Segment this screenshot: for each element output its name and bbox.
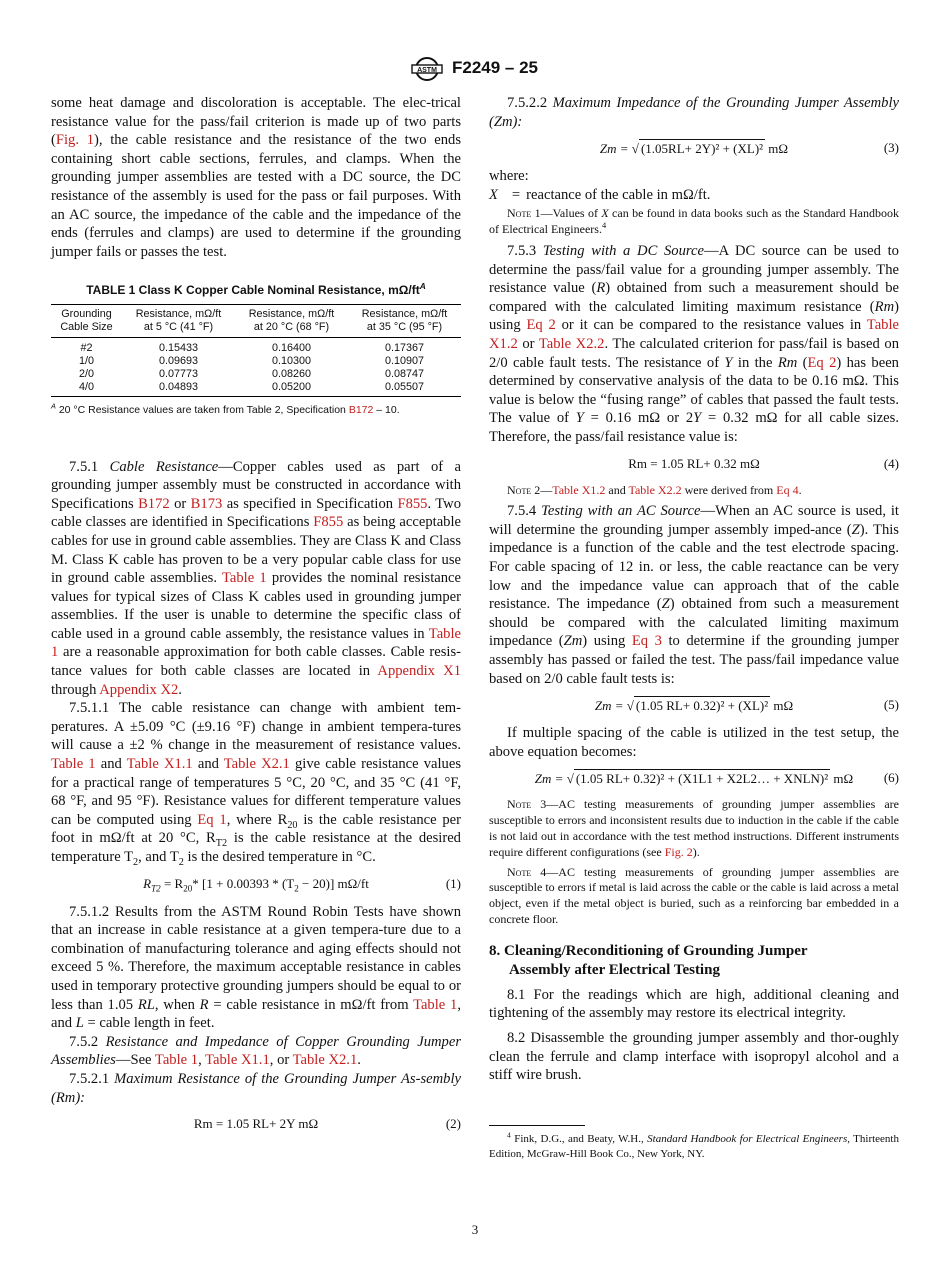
table-1 (51, 304, 461, 397)
b173-link[interactable]: B173 (190, 495, 223, 512)
equation-3-number: (3) (883, 140, 899, 156)
page-header (0, 56, 950, 82)
equation-1-body: $R_{T2} = R_{20}*$ $[1 + 0.00393 * (T_2 - 20)]$ mΩ/ft (143, 875, 369, 894)
b172-link[interactable]: B172 (138, 495, 170, 512)
f855-link[interactable]: F855 (313, 514, 344, 531)
eq2-link[interactable]: Eq 2 (526, 317, 556, 334)
equation-3-body: Zm = √ (1.05RL+ 2Y)² + (XL)² mΩ (489, 139, 899, 159)
section-8-1: 8.1 For the readings which are high, additional cleaning and tightening of the assembly may restore its electrical integrity. (489, 986, 899, 1022)
note-2: Note 2—Table X1.2 and Table X2.2 were derived from Eq 4. (507, 482, 802, 497)
intro-paragraph: some heat damage and discoloration is acceptable. The elec-trical resistance value for the pass/fail criterion is made up of two parts (Fig. 1), the cable resistance and the resistance of the two ends containing short cable sections, ferrules, and clamps. When the grounding jumper assemblies are tested with a DC source, the DC resistance of the assembly is used for the pass or fail purposes. With an AC source, the impedance of the cable and the impedance of the ends (ferrules and clamps) are used to determine if the grounding jumper fails or passes the test. (51, 95, 461, 260)
table-x1-1-link[interactable]: Table X1.1 (205, 1052, 270, 1069)
eq4-link[interactable]: Eq 4 (776, 482, 799, 497)
left-column (51, 94, 461, 1143)
equation-5-body: Zm = √ (1.05 RL+ 0.32)² + (XL)² mΩ (489, 696, 899, 716)
fig1-link[interactable]: Fig. 1 (55, 132, 95, 149)
col-header-cable-size: Grounding Cable Size (51, 304, 122, 337)
table-1-title: TABLE 1 Class K Copper Cable Nominal Resistance, $m\Omega/ft^A$ (86, 281, 426, 298)
equation-2-number: (2) (445, 1116, 461, 1132)
where-label: where: (489, 168, 529, 185)
section-7-5-4: 7.5.4 Testing with an AC Source—When an AC source is used, it will determine the grounding jumper assembly imped-ance (Z). This impedance is a function of the cable and the test electrode spacing. For cable spacing of 12 in. or less, the cable reactance can be very low and the impedance value can approach that of the cable resistance. The impedance (Z) obtained from such a measurement should be compared with the calculated limiting maximum impedance (Zm) using Eq 3 to determine if the grounding jumper assembly has passed or failed the test. The pass/fail impedance value based on 2/0 cable fault tests is: (489, 503, 899, 687)
section-8-2: 8.2 Disassemble the grounding jumper assembly and thor-oughly clean the ferrule and clamp interface with isopropyl alcohol and a stiff wire brush. (489, 1029, 899, 1084)
table-1-link[interactable]: Table 1 (221, 570, 267, 587)
equation-2 (51, 1113, 461, 1137)
where-definition: X = reactance of the cable in mΩ/ft. (489, 186, 711, 203)
equation-1-number: (1) (445, 875, 461, 891)
table-1-link[interactable]: Table 1 (154, 1052, 199, 1069)
astm-logo-icon (408, 56, 446, 82)
equation-6 (489, 767, 899, 791)
table-x2-1-link[interactable]: Table X2.1 (292, 1052, 358, 1069)
equation-3 (489, 137, 899, 161)
b172-link[interactable]: B172 (348, 403, 374, 416)
section-7-5-1-2: 7.5.1.2 Results from the ASTM Round Robin Tests have shown that an increase in cable resistance at a given tempera-ture due to a combination of manufacturing tolerance and aging effects should not exceed 5 %. Therefore, the maximum acceptable resistance in cables used in temporary protective grounding jumpers should be equal to or less than 1.05 RL, when R = cable resistance in mΩ/ft from Table 1, and L = cable length in feet. (51, 903, 461, 1032)
equation-1 (51, 873, 461, 897)
note-4: Note 4—AC testing measurements of grounding jumper assemblies are susceptible to errors if metal is laid across the cable or the cable is laid across a metal object, even if the metal object is buried, such as a reinforcing bar embedded in a concrete floor. (489, 864, 899, 926)
equation-5 (489, 694, 899, 718)
appendix-x2-link[interactable]: Appendix X2 (99, 681, 179, 698)
note-3: Note 3—AC testing measurements of grounding jumper assemblies are susceptible to errors and inconsistent results due to induction in the cable if the cable is not laid out in accordance with the test method instructions. Different instruments require different configurations (see Fig. 2). (489, 797, 899, 859)
table-row: 1/0 0.09693 0.10300 0.10907 (78, 354, 424, 367)
table-x2-2-link[interactable]: Table X2.2 (628, 482, 682, 497)
footnote-4: $^4$ Fink, D.G., and Beaty, W.H., Standard Handbook for Electrical Engineers, Thirteenth Edition, McGraw-Hill Book Co., New York, NY. (489, 1130, 899, 1160)
f855-link[interactable]: F855 (397, 495, 428, 512)
section-7-5-2-2: 7.5.2.2 Maximum Impedance of the Grounding Jumper Assembly (Zm): (489, 95, 899, 130)
table-header-row (51, 304, 461, 337)
appendix-x1-link[interactable]: Appendix X1 (377, 663, 461, 680)
footnote-divider (489, 1125, 585, 1126)
table-x2-1-link[interactable]: Table X2.1 (223, 756, 290, 773)
table-x1-2-link[interactable]: Table X1.2 (489, 317, 899, 352)
table-1-link[interactable]: Table 1 (51, 625, 461, 661)
right-column (489, 94, 899, 1162)
eq1-link[interactable]: Eq 1 (197, 811, 227, 828)
equation-4-number: (4) (883, 455, 899, 471)
multi-spacing-paragraph: If multiple spacing of the cable is utilized in the test setup, the above equation becomes: (489, 725, 899, 760)
section-7-5-1-1: 7.5.1.1 The cable resistance can change with ambient tem-peratures. A ±5.09 °C (±9.16 °F) change in ambient tempera-tures will cause a ±2 % change in the measurement of resistance values. Table 1 and Table X1.1 and Table X2.1 give cable resistance values for a practical range of temperatures 5 °C, 20 °C, and 35 °C (41 °F, 68 °F, and 95 °F). Resistance values for different temperature values can be computed using Eq 1, where $R_{20}$ is the cable resistance per foot in mΩ/ft at 20 °C, $R_{T2}$ is the cable resistance at the desired temperature $T_2$, and $T_2$ is the desired temperature in °C. (51, 700, 462, 868)
table-x2-2-link[interactable]: Table X2.2 (538, 335, 605, 352)
section-7-5-2: 7.5.2 Resistance and Impedance of Copper Grounding Jumper Assemblies—See Table 1, Table X1.1, or Table X2.1. (51, 1033, 462, 1069)
document-id: F2249 – 25 (452, 58, 539, 77)
table-row: 2/0 0.07773 0.08260 0.08747 (78, 367, 424, 380)
section-7-5-2-1: 7.5.2.1 Maximum Resistance of the Grounding Jumper As-sembly (Rm): (51, 1070, 461, 1106)
table-x1-1-link[interactable]: Table X1.1 (126, 756, 193, 773)
col-header-35c: Resistance, mΩ/ft at 35 °C (95 °F) (348, 304, 461, 337)
table-row: #2 0.15433 0.16400 0.17367 (80, 341, 424, 354)
table-row: 4/0 0.04893 0.05200 0.05507 (51, 381, 461, 397)
eq3-link[interactable]: Eq 3 (631, 633, 662, 650)
page-number: 3 (471, 1222, 479, 1237)
col-header-5c: Resistance, mΩ/ft at 5 °C (41 °F) (122, 304, 235, 337)
section-7-5-3: 7.5.3 Testing with a DC Source—A DC source can be used to determine the pass/fail value for a grounding jumper assembly. The resistance value (R) obtained from such a measurement should be compared with the calculated limiting maximum resistance (Rm) using Eq 2 or it can be compared to the resistance values in Table X1.2 or Table X2.2. The calculated criterion for pass/fail is based on 2/0 cable fault tests. The resistance of Y in the Rm (Eq 2) has been determined by conservative analysis of the data to be 0.16 mΩ. This value is below the “fusing range” of cables that passed the fault tests. The value of Y = 0.16 mΩ or 2Y = 0.32 mΩ for all cable sizes. Therefore, the pass/fail resistance value is: (489, 242, 900, 445)
equation-2-body: Rm = 1.05 RL+ 2Y mΩ (193, 1116, 319, 1132)
eq2-link[interactable]: Eq 2 (807, 354, 837, 371)
equation-5-number: (5) (883, 697, 899, 713)
section-8-heading: 8. Cleaning/Reconditioning of Grounding Jumper Assembly after Electrical Testing (489, 942, 808, 978)
equation-4-body: Rm = 1.05 RL+ 0.32 mΩ (628, 455, 760, 471)
table-x1-2-link[interactable]: Table X1.2 (552, 482, 606, 497)
table-1-link[interactable]: Table 1 (51, 756, 96, 773)
col-header-20c: Resistance, mΩ/ft at 20 °C (68 °F) (235, 304, 348, 337)
table-1-footnote: $^A$ 20 °C Resistance values are taken from Table 2, Specification B172 – 10. (51, 401, 400, 416)
equation-6-number: (6) (883, 770, 899, 786)
fig2-link[interactable]: Fig. 2 (664, 844, 693, 859)
equation-4 (489, 453, 899, 477)
svg-text:ASTM: ASTM (417, 67, 437, 74)
note-1: Note 1—Values of X can be found in data books such as the Standard Handbook of Electrical Engineers.$^4$ (489, 206, 900, 237)
section-7-5-1: 7.5.1 Cable Resistance—Copper cables used as part of a grounding jumper assembly must be constructed in accordance with Specifications B172 or B173 as specified in Specification F855. Two cable classes are identified in Specifications F855 as being acceptable cables for use in ground cable assemblies. They are Class K and Class M. Class K cable has proven to be a very popular cable class for use in ground cable assemblies. Table 1 provides the nominal resistance values for typical sizes of Class K cables used in grounding jumper assemblies. If the user is unable to determine the specific class of cable used in a ground cable assembly, the resistance values in Table 1 are a reasonable approximation for both cable classes. Cable resis-tance values for both cable classes are located in Appendix X1 through Appendix X2. (51, 458, 462, 698)
equation-6-body: Zm = √ (1.05 RL+ 0.32)² + (X1L1 + X2L2… + XNLN)² mΩ (489, 769, 899, 789)
table-1-link[interactable]: Table 1 (413, 996, 458, 1013)
